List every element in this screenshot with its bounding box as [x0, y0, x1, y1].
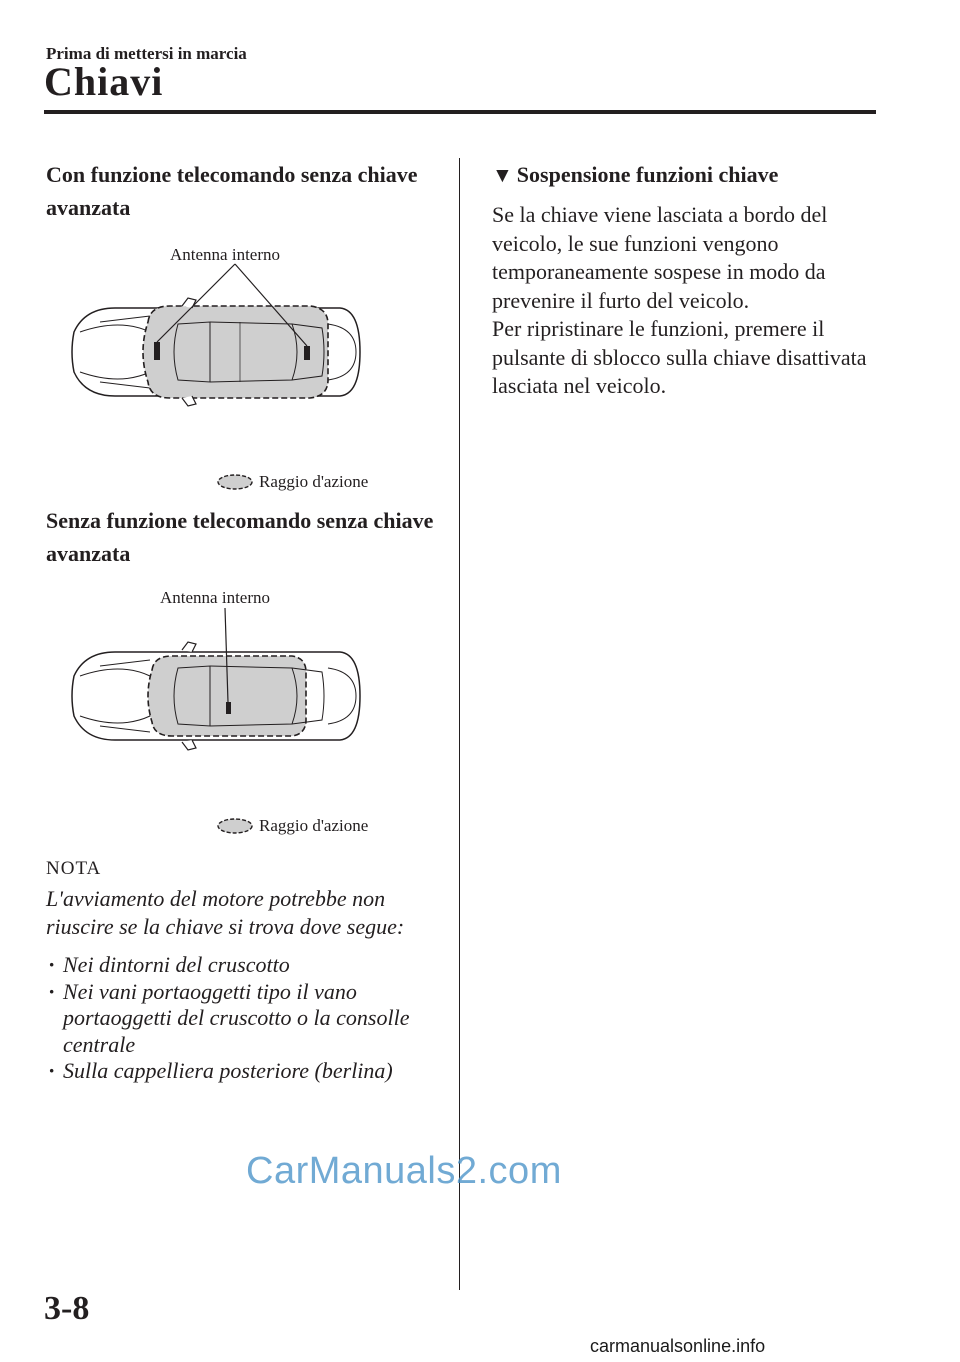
list-item: · Sulla cappelliera posteriore (berlina) — [46, 1058, 446, 1085]
heading-without-advanced-keyless: Senza funzione telecomando senza chiave avanzata — [46, 508, 434, 566]
column-divider — [459, 158, 460, 1290]
antenna-label: Antenna interno — [160, 588, 270, 607]
chapter-title: Chiavi — [44, 59, 164, 104]
heading-text: Sospensione funzioni chiave — [516, 162, 779, 187]
site-link[interactable]: carmanualsonline.info — [590, 1336, 766, 1356]
heading-advanced-keyless: Con funzione telecomando senza chiave avanzata — [46, 162, 418, 220]
note-label: NOTA — [46, 858, 102, 879]
watermark: CarManuals2.com — [246, 1150, 562, 1192]
note-list — [46, 952, 446, 1085]
suspension-paragraph: Se la chiave viene lasciata a bordo del veicolo, le sue funzioni vengono temporaneamente sospese in modo da prevenire il furto del veicolo. Per ripristinare le funzioni, premere il pulsante di sblocco sulla chiave disattivata lasciata nel veicolo. — [492, 202, 867, 398]
range-legend-swatch — [216, 473, 254, 491]
header-rule — [44, 110, 876, 114]
range-label: Raggio d'azione — [259, 816, 369, 835]
car-diagram-single-antenna — [60, 606, 390, 786]
section-title: Prima di mettersi in marcia — [46, 44, 247, 63]
range-label: Raggio d'azione — [259, 472, 369, 491]
triangle-marker-icon: ▼ — [492, 163, 513, 187]
list-item: · Nei vani portaoggetti tipo il vano portaoggetti del cruscotto o la consolle centrale — [46, 979, 446, 1059]
car-diagram-two-antennas — [60, 262, 390, 442]
heading-key-suspension — [492, 158, 892, 192]
list-item: · Nei dintorni del cruscotto — [46, 952, 446, 979]
page-number: 3-8 — [44, 1290, 90, 1327]
antenna-label: Antenna interno — [170, 245, 280, 264]
range-legend-swatch — [216, 817, 254, 835]
note-text: L'avviamento del motore potrebbe non riuscire se la chiave si trova dove segue: — [46, 886, 405, 939]
